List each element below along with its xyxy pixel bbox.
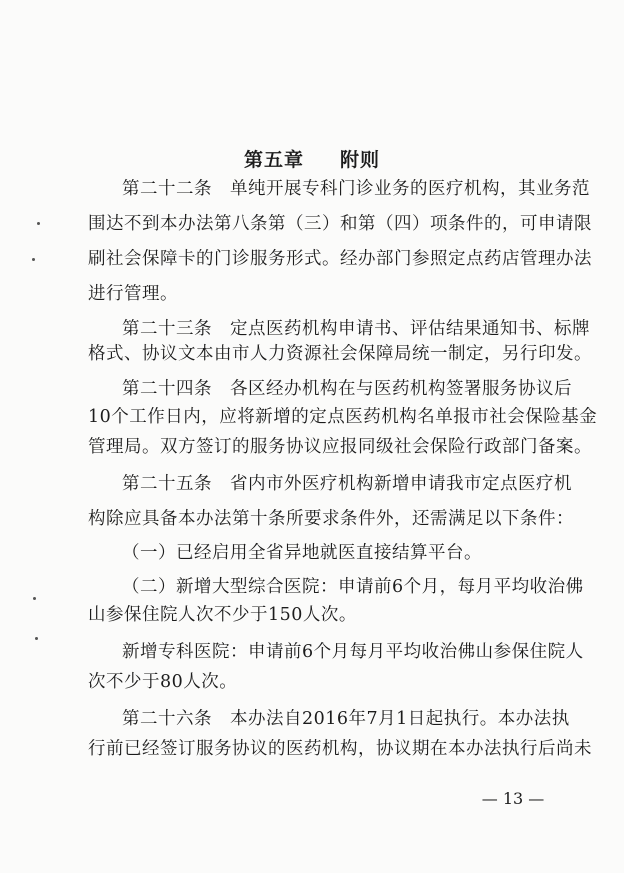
chapter-number: 第五章 [243,149,304,171]
article-26-line-1: 第二十六条 本办法自2016年7月1日起执行。本办法执 [122,709,570,729]
page-number: — 13 — [481,789,545,808]
article-22-line-2: 围达不到本办法第八条第（三）和第（四）项条件的，可申请限 [88,214,592,234]
article-25-item-2-line-2: 山参保住院人次不少于150人次。 [88,605,357,625]
article-25-specialty-line-2: 次不少于80人次。 [88,672,238,692]
article-26-line-2: 行前已经签订服务协议的医药机构，协议期在本办法执行后尚未 [88,739,592,759]
article-23-line-2: 格式、协议文本由市人力资源社会保障局统一制定，另行印发。 [88,344,592,364]
article-25-item-2-line-1: （二）新增大型综合医院：申请前6个月，每月平均收治佛 [122,577,584,597]
article-25-specialty-line-1: 新增专科医院：申请前6个月每月平均收治佛山参保住院人 [122,642,584,662]
scan-speck [37,222,40,225]
article-22-line-3: 刷社会保障卡的门诊服务形式。经办部门参照定点药店管理办法 [88,249,592,269]
scan-speck [33,597,36,600]
chapter-name: 附则 [340,149,381,171]
article-25-line-2: 构除应具备本办法第十条所要求条件外，还需满足以下条件： [88,509,574,529]
article-22-line-1: 第二十二条 单纯开展专科门诊业务的医疗机构，其业务范 [122,179,590,199]
article-24-line-1: 第二十四条 各区经办机构在与医药机构签署服务协议后 [122,379,572,399]
article-22-line-4: 进行管理。 [88,284,178,304]
article-25-item-1: （一）已经启用全省异地就医直接结算平台。 [122,543,482,563]
chapter-title [0,145,624,172]
article-24-line-3: 管理局。双方签订的服务协议应报同级社会保险行政部门备案。 [88,437,592,457]
scan-speck [32,258,35,261]
article-23-line-1: 第二十三条 定点医药机构申请书、评估结果通知书、标牌 [122,319,590,339]
scan-speck [35,637,38,640]
article-25-line-1: 第二十五条 省内市外医疗机构新增申请我市定点医疗机 [122,474,572,494]
article-24-line-2: 10个工作日内，应将新增的定点医药机构名单报市社会保险基金 [88,407,598,427]
